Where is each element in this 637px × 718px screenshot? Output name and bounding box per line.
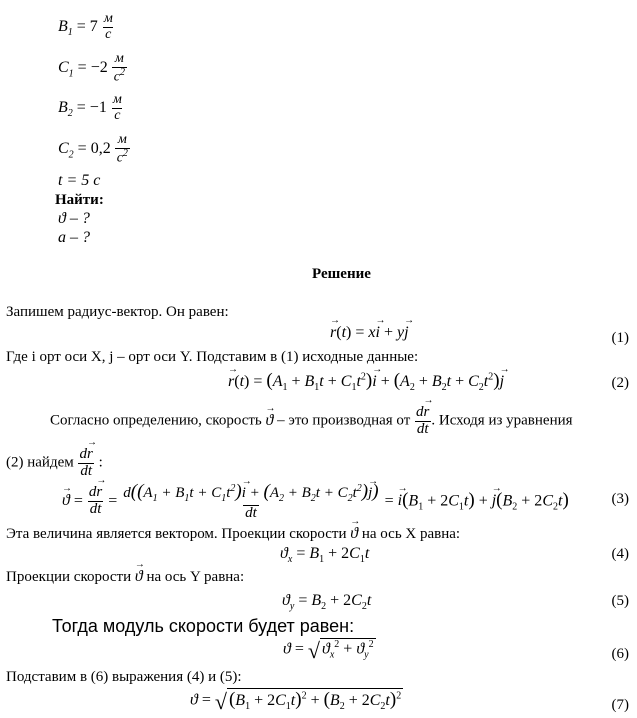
equation-4: $ϑ_x = B_1 + 2C_1t$ [280,545,370,566]
para-velocity-definition: Согласно определению, скорость → ϑ – это производная от $\frac{d\to r}{dt}$ . Исходя из уравнения [50,405,573,438]
eq-number-2: (2) [611,375,629,391]
para-substitute: Подставим в (6) выражения (4) и (5): [6,669,242,685]
equation-7: ϑ = √ $(B_1 + 2C_1t)^2 + (B_2 + 2C_2t)^2$ [190,689,402,715]
eq-number-6: (6) [611,646,629,662]
eq-number-5: (5) [611,593,629,609]
para-radius-vector: Запишем радиус-вектор. Он равен: [6,304,229,320]
equation-5: $ϑ_y = B_2 + 2C_2t$ [282,592,372,613]
eq-number-7: (7) [611,697,629,713]
eq-number-1: (1) [611,330,629,346]
solution-heading: Решение [312,266,371,282]
given-c1: $C_1 = -2$ $\frac{м}{с^2}$ [58,51,125,85]
equation-6: ϑ = √ $ϑ_x^2 + ϑ_y^2$ [283,637,374,663]
find-velocity: ϑ – ? [58,210,90,227]
given-c2: $C_2 = 0,2$ $\frac{м}{с^2}$ [58,132,128,166]
para-find-derivative: (2) найдем $\frac{d\to r}{dt}$ : [6,447,103,480]
given-b2: $B_2 = -1$ $\frac{м}{с}$ [58,92,122,123]
eq-number-3: (3) [611,491,629,507]
para-projection-y: Проекции скорости → ϑ на ось Y равна: [6,568,244,586]
para-projection-x: Эта величина является вектором. Проекции скорости → ϑ на ось X равна: [6,525,460,543]
equation-2: → $r(t) = (A_1 + B_1t + C_1t^2)\to i + (A_2 + B_2t + C_2t^2)\to j$ [228,370,504,393]
para-velocity-modulus: Тогда модуль скорости будет равен: [52,616,355,636]
para-unit-vectors: Где i орт оси X, j – орт оси Y. Подставим в (1) исходные данные: [6,349,419,365]
given-t: t = 5 с [58,172,101,189]
find-label: Найти: [55,192,104,208]
equation-3: → ϑ = $\frac{d\to r}{dt}$ = $\frac{d((A_1 + B_1t + C_1t^2)\to i + (A_2 + B_2t + C_2t^2)\to j)}{dt}$ = → $i(B_1 + 2C_1t)$ + → $j(B_2 + 2C_2t)$ [62,482,569,521]
equation-1: → r(t) = x→ i + y→ j [330,324,409,342]
eq-number-4: (4) [611,546,629,562]
given-b1: $B_1 = 7$ $\frac{м}{с}$ [58,11,113,42]
find-acceleration: a – ? [58,229,90,246]
